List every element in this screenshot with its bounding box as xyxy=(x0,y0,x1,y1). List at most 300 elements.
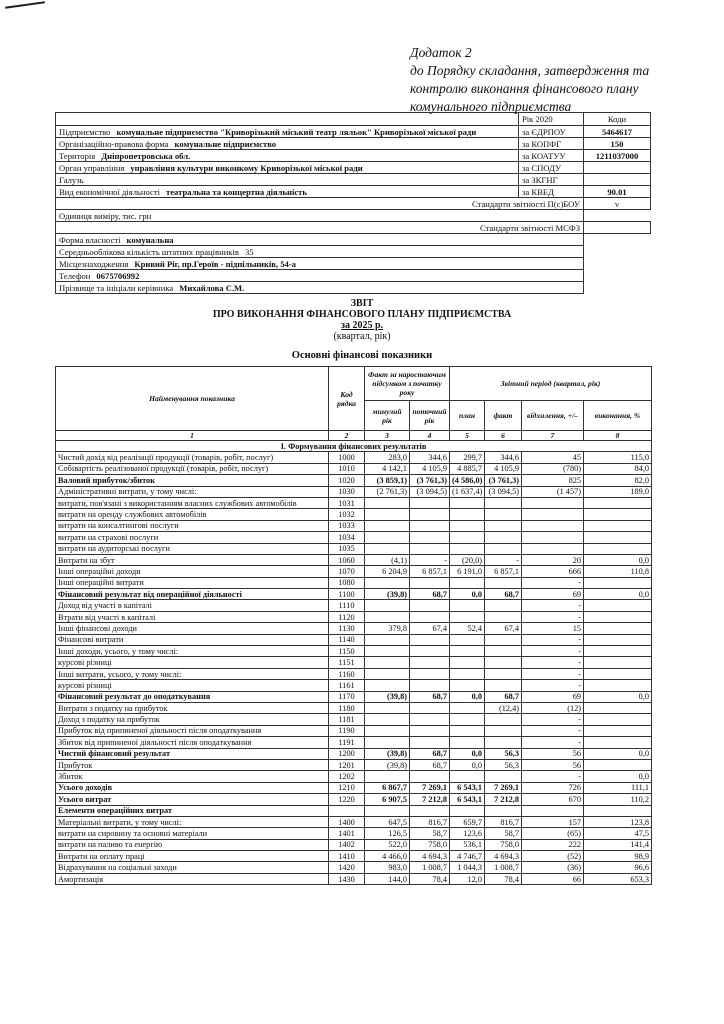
value-c8 xyxy=(584,623,652,634)
indicator-name: Усього витрат xyxy=(56,794,329,805)
value-c3 xyxy=(365,634,410,645)
table-row xyxy=(56,737,652,748)
value-c7 xyxy=(522,805,584,816)
table-row xyxy=(56,839,652,850)
table-row xyxy=(56,657,652,668)
value-c3: (3 859,1) xyxy=(365,475,410,486)
info-field xyxy=(56,150,519,162)
standard-label: Стандарти звітності П(с)БОУ xyxy=(56,198,584,210)
table-row xyxy=(56,532,652,543)
value-c5: 4 885,7 xyxy=(450,463,485,474)
row-code: 1010 xyxy=(329,463,365,474)
value-c6: - xyxy=(485,554,522,565)
value-c3 xyxy=(365,805,410,816)
value-c8 xyxy=(584,509,652,520)
blank-cell xyxy=(584,210,651,222)
indicator-name: Матеріальні витрати, у тому числі: xyxy=(56,816,329,827)
value-c7: (12) xyxy=(522,702,584,713)
value-c7: (780) xyxy=(522,463,584,474)
classifier-code: 1211037000 xyxy=(584,150,651,162)
annex-note xyxy=(410,44,649,116)
value-c5 xyxy=(450,497,485,508)
indicator-name: Витрати на оплату праці xyxy=(56,851,329,862)
value-c7: - xyxy=(522,577,584,588)
indicator-name: Фінансовий результат від операційної діяльності xyxy=(56,589,329,600)
company-info-table xyxy=(55,112,651,294)
table-row xyxy=(56,714,652,725)
value-c3: 126,5 xyxy=(365,828,410,839)
value-c8 xyxy=(584,497,652,508)
value-c3 xyxy=(365,657,410,668)
info-value: комунальна xyxy=(126,234,174,245)
report-title: ЗВІТ xyxy=(350,298,374,309)
value-c6: 7 269,1 xyxy=(485,782,522,793)
value-c5: 0,0 xyxy=(450,589,485,600)
info-field xyxy=(56,138,519,150)
value-c8 xyxy=(584,520,652,531)
value-c8: 84,0 xyxy=(584,463,652,474)
info-row xyxy=(56,126,651,138)
value-c6: 4 105,9 xyxy=(485,463,522,474)
value-c5 xyxy=(450,509,485,520)
table-row xyxy=(56,623,652,634)
value-c8 xyxy=(584,725,652,736)
value-c8: 0,0 xyxy=(584,748,652,759)
value-c8: 115,0 xyxy=(584,452,652,463)
row-code: 1000 xyxy=(329,452,365,463)
value-c5: 6 543,1 xyxy=(450,782,485,793)
standard-value xyxy=(584,222,651,234)
header-code: Код рядка xyxy=(329,367,365,431)
info-value: комунальне підприємство xyxy=(174,138,277,149)
value-c3: (4,1) xyxy=(365,554,410,565)
value-c5 xyxy=(450,577,485,588)
value-c4 xyxy=(410,714,450,725)
table-row xyxy=(56,475,652,486)
value-c4: 816,7 xyxy=(410,816,450,827)
value-c7: 670 xyxy=(522,794,584,805)
value-c8 xyxy=(584,657,652,668)
value-c3 xyxy=(365,646,410,657)
column-number: 8 xyxy=(584,431,652,441)
value-c7: - xyxy=(522,646,584,657)
table-row xyxy=(56,600,652,611)
row-code: 1181 xyxy=(329,714,365,725)
value-c5 xyxy=(450,634,485,645)
row-code: 1035 xyxy=(329,543,365,554)
row-code: 1200 xyxy=(329,748,365,759)
table-row xyxy=(56,771,652,782)
header-plan: план xyxy=(450,401,485,431)
value-c5: 12,0 xyxy=(450,873,485,884)
value-c6: 68,7 xyxy=(485,589,522,600)
section-title: Основні фінансові показники xyxy=(291,350,433,361)
info-value: 0675706992 xyxy=(96,270,140,281)
indicator-name: витрати на страхові послуги xyxy=(56,532,329,543)
value-c6 xyxy=(485,657,522,668)
table-row xyxy=(56,748,652,759)
value-c3 xyxy=(365,771,410,782)
value-c8: 0,0 xyxy=(584,691,652,702)
value-c6: (3 761,3) xyxy=(485,475,522,486)
value-c8: 653,3 xyxy=(584,873,652,884)
value-c6: 758,0 xyxy=(485,839,522,850)
value-c5 xyxy=(450,600,485,611)
header-fact: факт xyxy=(485,401,522,431)
indicator-name: витрати на консалтингові послуги xyxy=(56,520,329,531)
value-c6: 56,3 xyxy=(485,748,522,759)
indicator-name: Втрати від участі в капіталі xyxy=(56,611,329,622)
row-code: 1402 xyxy=(329,839,365,850)
info-label: Форма власності xyxy=(59,234,121,245)
value-c7: 666 xyxy=(522,566,584,577)
table-row xyxy=(56,828,652,839)
info-field xyxy=(56,186,519,198)
row-code: 1420 xyxy=(329,862,365,873)
indicator-name: Собівартість реалізованої продукції (товарів, робіт, послуг) xyxy=(56,463,329,474)
value-c8 xyxy=(584,759,652,770)
indicator-name: Збиток від припиненої діяльності після оподаткування xyxy=(56,737,329,748)
table-row xyxy=(56,554,652,565)
value-c5: 4 746,7 xyxy=(450,851,485,862)
table-row xyxy=(56,816,652,827)
info-label: Одиниця виміру, тис. грн xyxy=(59,210,152,221)
value-c6 xyxy=(485,725,522,736)
value-c3: 6 204,9 xyxy=(365,566,410,577)
value-c5: 123,6 xyxy=(450,828,485,839)
value-c6: 344,6 xyxy=(485,452,522,463)
section-heading: І. Формування фінансових результатів xyxy=(56,441,652,452)
info-value: театральна та концертна діяльність xyxy=(166,186,307,197)
value-c8 xyxy=(584,611,652,622)
row-code: 1210 xyxy=(329,782,365,793)
value-c8 xyxy=(584,532,652,543)
annex-line: комунального підприємства xyxy=(410,99,572,114)
value-c4: 68,7 xyxy=(410,748,450,759)
table-row xyxy=(56,634,652,645)
row-code: 1130 xyxy=(329,623,365,634)
indicator-name: Інші доходи, усього, у тому числі: xyxy=(56,646,329,657)
value-c8: 0,0 xyxy=(584,589,652,600)
row-code: 1430 xyxy=(329,873,365,884)
value-c5: 0,0 xyxy=(450,748,485,759)
classifier-key: за ЄДРПОУ xyxy=(519,126,584,138)
value-c6: 816,7 xyxy=(485,816,522,827)
value-c3 xyxy=(365,680,410,691)
value-c6 xyxy=(485,611,522,622)
value-c3: (2 761,3) xyxy=(365,486,410,497)
value-c4: 758,0 xyxy=(410,839,450,850)
indicator-name: Фінансові витрати xyxy=(56,634,329,645)
indicator-name: Інші фінансові доходи xyxy=(56,623,329,634)
value-c5: 6 543,1 xyxy=(450,794,485,805)
value-c8 xyxy=(584,646,652,657)
info-value: Михайлова С.М. xyxy=(179,282,245,293)
value-c7: - xyxy=(522,680,584,691)
column-numbers-row xyxy=(56,431,652,441)
value-c4 xyxy=(410,497,450,508)
value-c4 xyxy=(410,737,450,748)
value-c4: 1 008,7 xyxy=(410,862,450,873)
value-c5 xyxy=(450,657,485,668)
value-c7: 56 xyxy=(522,759,584,770)
blank-cell xyxy=(584,270,651,282)
row-code: 1190 xyxy=(329,725,365,736)
table-row xyxy=(56,862,652,873)
value-c8: 141,4 xyxy=(584,839,652,850)
row-code xyxy=(329,805,365,816)
pen-mark xyxy=(5,1,45,9)
value-c3: (39,8) xyxy=(365,691,410,702)
info-label: Галузь xyxy=(59,174,84,185)
value-c6 xyxy=(485,577,522,588)
value-c5 xyxy=(450,737,485,748)
value-c5: 0,0 xyxy=(450,759,485,770)
row-code: 1032 xyxy=(329,509,365,520)
info-row xyxy=(56,174,651,186)
indicator-name: Інші витрати, усього, у тому числі: xyxy=(56,668,329,679)
value-c8 xyxy=(584,702,652,713)
indicator-name: Відрахування на соціальні заходи xyxy=(56,862,329,873)
blank-cell xyxy=(584,234,651,246)
blank-cell xyxy=(584,246,651,258)
value-c7: 157 xyxy=(522,816,584,827)
info-field xyxy=(56,258,584,270)
value-c5 xyxy=(450,805,485,816)
table-row xyxy=(56,509,652,520)
value-c3 xyxy=(365,532,410,543)
table-row xyxy=(56,680,652,691)
value-c4 xyxy=(410,668,450,679)
value-c7: 726 xyxy=(522,782,584,793)
value-c6: 6 857,1 xyxy=(485,566,522,577)
value-c5 xyxy=(450,611,485,622)
value-c5 xyxy=(450,702,485,713)
value-c3 xyxy=(365,702,410,713)
value-c4: 7 212,8 xyxy=(410,794,450,805)
year-label: Рік 2020 xyxy=(519,113,584,126)
column-number: 2 xyxy=(329,431,365,441)
row-code: 1120 xyxy=(329,611,365,622)
row-code: 1151 xyxy=(329,657,365,668)
value-c8: 96,6 xyxy=(584,862,652,873)
info-label: Територія xyxy=(59,150,96,161)
indicator-name: Доход від участі в капіталі xyxy=(56,600,329,611)
info-field xyxy=(56,282,584,294)
row-code: 1170 xyxy=(329,691,365,702)
value-c7: - xyxy=(522,600,584,611)
row-code: 1080 xyxy=(329,577,365,588)
classifier-code xyxy=(584,174,651,186)
info-row xyxy=(56,138,651,150)
header-period-group: Звітний період (квартал, рік) xyxy=(450,367,652,401)
value-c6: (3 094,5) xyxy=(485,486,522,497)
staff-row xyxy=(56,246,651,258)
column-number: 6 xyxy=(485,431,522,441)
row-code: 1191 xyxy=(329,737,365,748)
value-c5: (4 586,0) xyxy=(450,475,485,486)
value-c3 xyxy=(365,543,410,554)
value-c3 xyxy=(365,714,410,725)
indicator-name: витрати, пов'язані з використанням власних службових автомобілів xyxy=(56,497,329,508)
value-c4 xyxy=(410,520,450,531)
value-c5 xyxy=(450,725,485,736)
value-c7: (52) xyxy=(522,851,584,862)
value-c5: 6 191,0 xyxy=(450,566,485,577)
value-c7: (65) xyxy=(522,828,584,839)
classifier-code: 150 xyxy=(584,138,651,150)
value-c5: (20,0) xyxy=(450,554,485,565)
table-row xyxy=(56,463,652,474)
value-c7: (1 457) xyxy=(522,486,584,497)
classifier-key: за КОПФГ xyxy=(519,138,584,150)
row-code: 1201 xyxy=(329,759,365,770)
info-value: Дніпропетровська обл. xyxy=(101,150,191,161)
info-field xyxy=(56,270,584,282)
row-code: 1180 xyxy=(329,702,365,713)
blank-cell xyxy=(584,282,651,294)
info-row xyxy=(56,186,651,198)
value-c5: 299,7 xyxy=(450,452,485,463)
value-c5 xyxy=(450,543,485,554)
info-label: Організаційно-правова форма xyxy=(59,138,169,149)
info-label: Прізвище та ініціали керівника xyxy=(59,282,174,293)
value-c5 xyxy=(450,771,485,782)
info-header-row xyxy=(56,113,651,126)
value-c3: 522,0 xyxy=(365,839,410,850)
value-c8 xyxy=(584,805,652,816)
classifier-code: 90.01 xyxy=(584,186,651,198)
value-c8: 110,8 xyxy=(584,566,652,577)
value-c6: 7 212,8 xyxy=(485,794,522,805)
indicator-name: витрати на аудиторські послуги xyxy=(56,543,329,554)
table-row xyxy=(56,486,652,497)
value-c3: 6 907,5 xyxy=(365,794,410,805)
value-c4: 7 269,1 xyxy=(410,782,450,793)
indicator-name: витрати на сировину та основні матеріали xyxy=(56,828,329,839)
value-c4: 68,7 xyxy=(410,589,450,600)
table-row xyxy=(56,794,652,805)
value-c5 xyxy=(450,532,485,543)
value-c7: 66 xyxy=(522,873,584,884)
table-row xyxy=(56,873,652,884)
value-c6 xyxy=(485,737,522,748)
value-c7: (36) xyxy=(522,862,584,873)
indicator-name: Збиток xyxy=(56,771,329,782)
value-c3: 4 466,0 xyxy=(365,851,410,862)
value-c8 xyxy=(584,634,652,645)
value-c4: 6 857,1 xyxy=(410,566,450,577)
value-c7: - xyxy=(522,657,584,668)
table-row xyxy=(56,589,652,600)
value-c7: - xyxy=(522,725,584,736)
value-c5 xyxy=(450,714,485,725)
value-c4 xyxy=(410,543,450,554)
indicator-name: Прибуток xyxy=(56,759,329,770)
value-c5: 659,7 xyxy=(450,816,485,827)
indicator-name: курсові різниці xyxy=(56,680,329,691)
value-c6: 67,4 xyxy=(485,623,522,634)
value-c7: - xyxy=(522,771,584,782)
classifier-key: за СПОДУ xyxy=(519,162,584,174)
classifier-key: за КОАТУУ xyxy=(519,150,584,162)
value-c5 xyxy=(450,668,485,679)
column-number: 5 xyxy=(450,431,485,441)
value-c6: 68,7 xyxy=(485,691,522,702)
value-c6 xyxy=(485,805,522,816)
value-c7: 15 xyxy=(522,623,584,634)
value-c7 xyxy=(522,532,584,543)
value-c7: 222 xyxy=(522,839,584,850)
value-c4 xyxy=(410,725,450,736)
blank-cell xyxy=(56,113,519,126)
value-c8: 47,5 xyxy=(584,828,652,839)
row-code: 1202 xyxy=(329,771,365,782)
table-row xyxy=(56,497,652,508)
value-c3: (39,8) xyxy=(365,589,410,600)
indicator-name: Амортизація xyxy=(56,873,329,884)
value-c4: 78,4 xyxy=(410,873,450,884)
table-row xyxy=(56,577,652,588)
value-c4: 68,7 xyxy=(410,759,450,770)
header-prev-year: минулий рік xyxy=(365,401,410,431)
value-c4: (3 094,5) xyxy=(410,486,450,497)
value-c8: 111,1 xyxy=(584,782,652,793)
value-c7: 56 xyxy=(522,748,584,759)
row-code: 1070 xyxy=(329,566,365,577)
table-row xyxy=(56,611,652,622)
info-field xyxy=(56,174,519,186)
value-c7: - xyxy=(522,611,584,622)
row-code: 1161 xyxy=(329,680,365,691)
value-c6 xyxy=(485,646,522,657)
info-label: Середньооблікова кількість штатних працівників xyxy=(59,246,239,257)
info-value: 35 xyxy=(244,246,254,257)
value-c3: 379,8 xyxy=(365,623,410,634)
value-c3 xyxy=(365,668,410,679)
value-c8: 189,0 xyxy=(584,486,652,497)
row-code: 1031 xyxy=(329,497,365,508)
value-c5: 1 044,3 xyxy=(450,862,485,873)
value-c4: 67,4 xyxy=(410,623,450,634)
value-c7: 20 xyxy=(522,554,584,565)
value-c8 xyxy=(584,577,652,588)
annex-line: до Порядку складання, затвердження та xyxy=(410,63,650,78)
table-row xyxy=(56,566,652,577)
blank-cell xyxy=(584,258,651,270)
info-field xyxy=(56,162,519,174)
value-c4: 4 105,9 xyxy=(410,463,450,474)
table-row xyxy=(56,543,652,554)
classifier-code xyxy=(584,162,651,174)
value-c3: 4 142,1 xyxy=(365,463,410,474)
indicator-name: Інші операційні витрати xyxy=(56,577,329,588)
value-c6 xyxy=(485,532,522,543)
value-c7: 69 xyxy=(522,589,584,600)
value-c8: 110,2 xyxy=(584,794,652,805)
value-c6 xyxy=(485,509,522,520)
value-c6 xyxy=(485,771,522,782)
value-c6: 58,7 xyxy=(485,828,522,839)
info-value: комунальне підприємство "Криворізький міський театр ляльок" Криворізької міської ради xyxy=(116,126,477,137)
value-c3: (39,8) xyxy=(365,748,410,759)
value-c3 xyxy=(365,600,410,611)
row-code: 1220 xyxy=(329,794,365,805)
column-number: 3 xyxy=(365,431,410,441)
value-c4 xyxy=(410,702,450,713)
ownership-row xyxy=(56,234,651,246)
value-c3: 983,0 xyxy=(365,862,410,873)
